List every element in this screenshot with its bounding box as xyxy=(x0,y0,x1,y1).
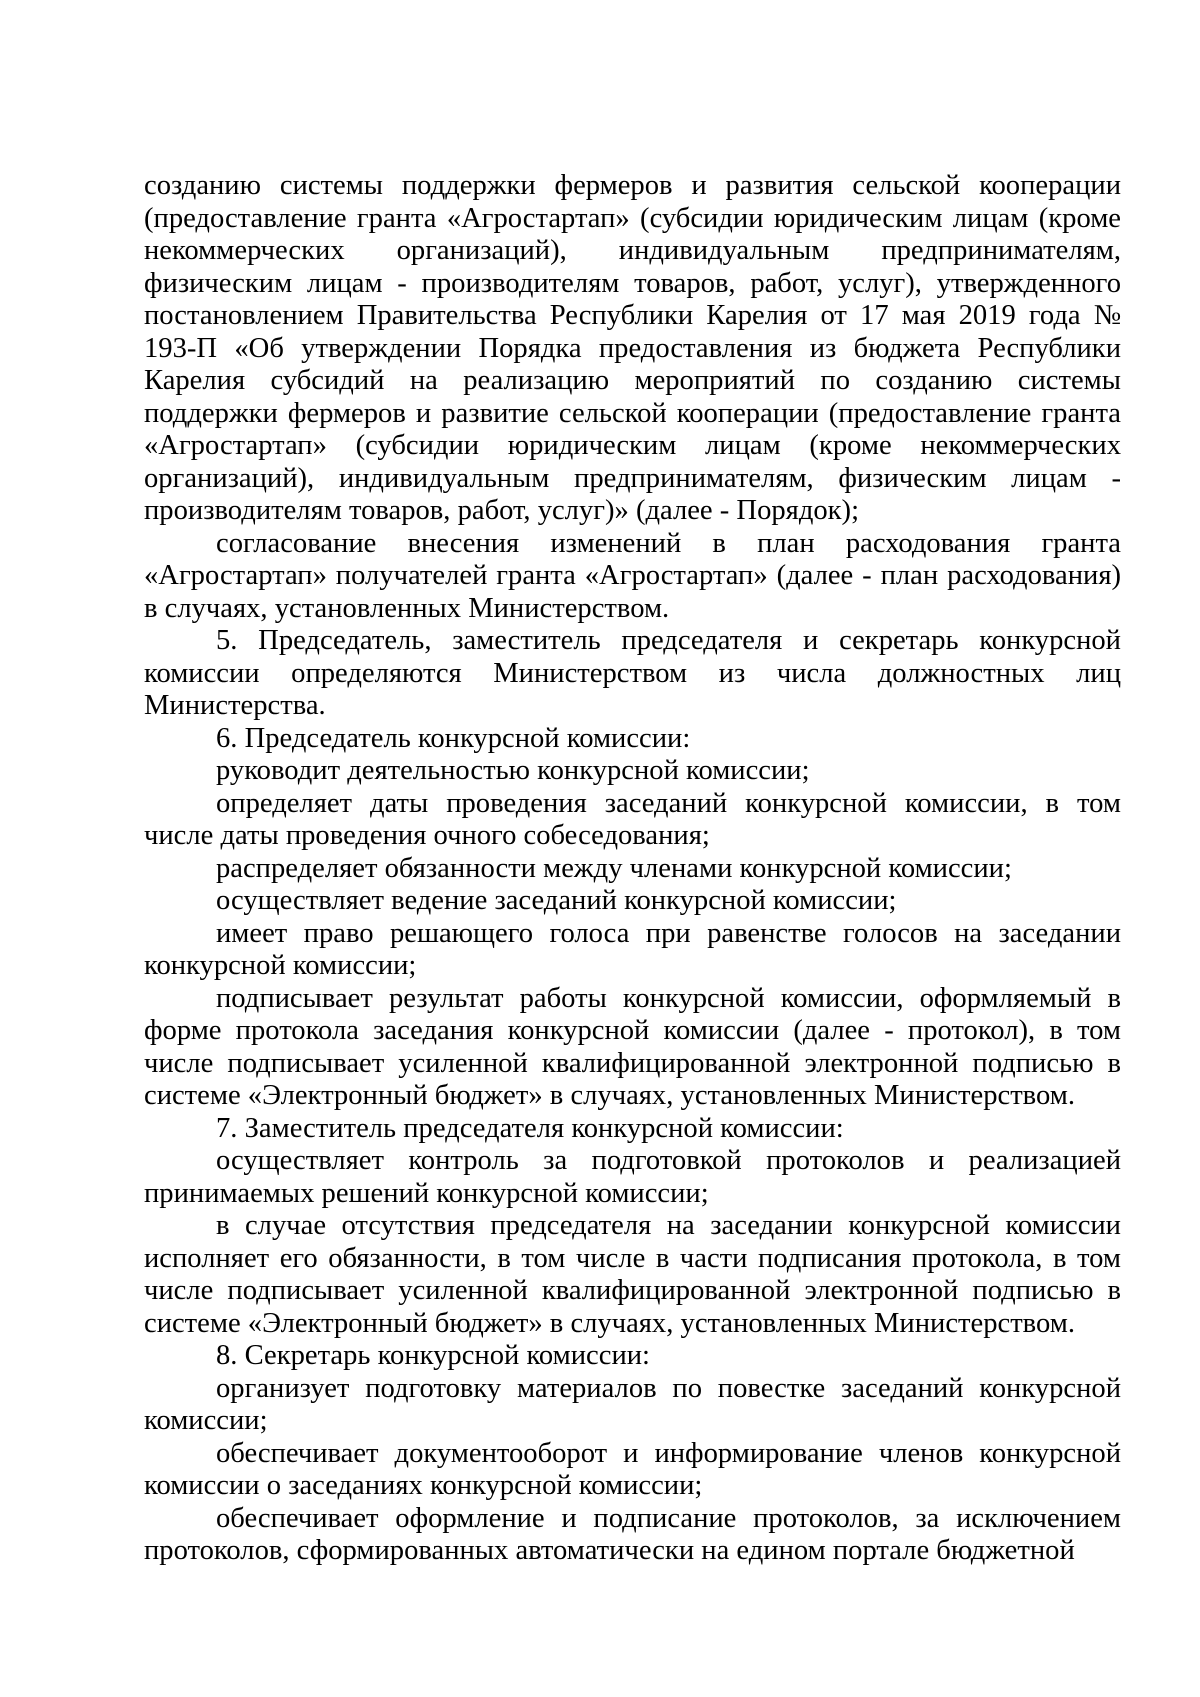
paragraph: имеет право решающего голоса при равенстве голосов на заседании конкурсной комиссии; xyxy=(144,917,1121,981)
paragraph: 6. Председатель конкурсной комиссии: xyxy=(216,722,691,754)
paragraph: 8. Секретарь конкурсной комиссии: xyxy=(216,1340,650,1371)
paragraph: обеспечивает документооборот и информирование членов конкурсной комиссии о заседаниях конкурсной комиссии; xyxy=(144,1437,1121,1501)
paragraph: организует подготовку материалов по повестке заседаний конкурсной комиссии; xyxy=(144,1372,1121,1436)
paragraph: осуществляет ведение заседаний конкурсной комиссии; xyxy=(216,885,897,916)
paragraph: согласование внесения изменений в план расходования гранта «Агростартап» получателей гранта «Агростартап» (далее - план расходования) в случаях, установленных Министерством. xyxy=(144,527,1121,624)
paragraph: 5. Председатель, заместитель председателя и секретарь конкурсной комиссии определяются Министерством из числа должностных лиц Министерства. xyxy=(144,625,1121,721)
paragraph: 7. Заместитель председателя конкурсной комиссии: xyxy=(216,1112,844,1144)
paragraph: определяет даты проведения заседаний конкурсной комиссии, в том числе даты проведения очного собеседования; xyxy=(144,787,1121,851)
paragraph: осуществляет контроль за подготовкой протоколов и реализацией принимаемых решений конкурсной комиссии; xyxy=(144,1145,1121,1209)
paragraph: созданию системы поддержки фермеров и развития сельской кооперации (предоставление гранта «Агростартап» (субсидии юридическим лицам (кроме некоммерческих организаций), индивидуальным предпринимателям, физическим лицам - производителям товаров, работ, услуг), утвержденного постановлением Правительства Республики Карелия от 17 мая 2019 года № 193-П «Об утверждении Порядка предоставления из бюджета Республики Карелия субсидий на реализацию мероприятий по созданию системы поддержки фермеров и развитие сельской кооперации (предоставление гранта «Агростартап» (субсидии юридическим лицам (кроме некоммерческих организаций), индивидуальным предпринимателям, физическим лицам - производителям товаров, работ, услуг)» (далее - Порядок); xyxy=(144,170,1121,526)
paragraph: в случае отсутствия председателя на заседании конкурсной комиссии исполняет его обязанности, в том числе в части подписания протокола, в том числе подписывает усиленной квалифицированной электронной подписью в системе «Электронный бюджет» в случаях, установленных Министерством. xyxy=(144,1210,1121,1339)
paragraph: подписывает результат работы конкурсной комиссии, оформляемый в форме протокола заседания конкурсной комиссии (далее - протокол), в том числе подписывает усиленной квалифицированной электронной подписью в системе «Электронный бюджет» в случаях, установленных Министерством. xyxy=(144,982,1121,1111)
paragraph: руководит деятельностью конкурсной комиссии; xyxy=(216,755,810,786)
paragraph: распределяет обязанности между членами конкурсной комиссии; xyxy=(216,852,1012,884)
paragraph: обеспечивает оформление и подписание протоколов, за исключением протоколов, сформированных автоматически на едином портале бюджетной xyxy=(144,1502,1121,1566)
document-body xyxy=(144,170,1121,1568)
